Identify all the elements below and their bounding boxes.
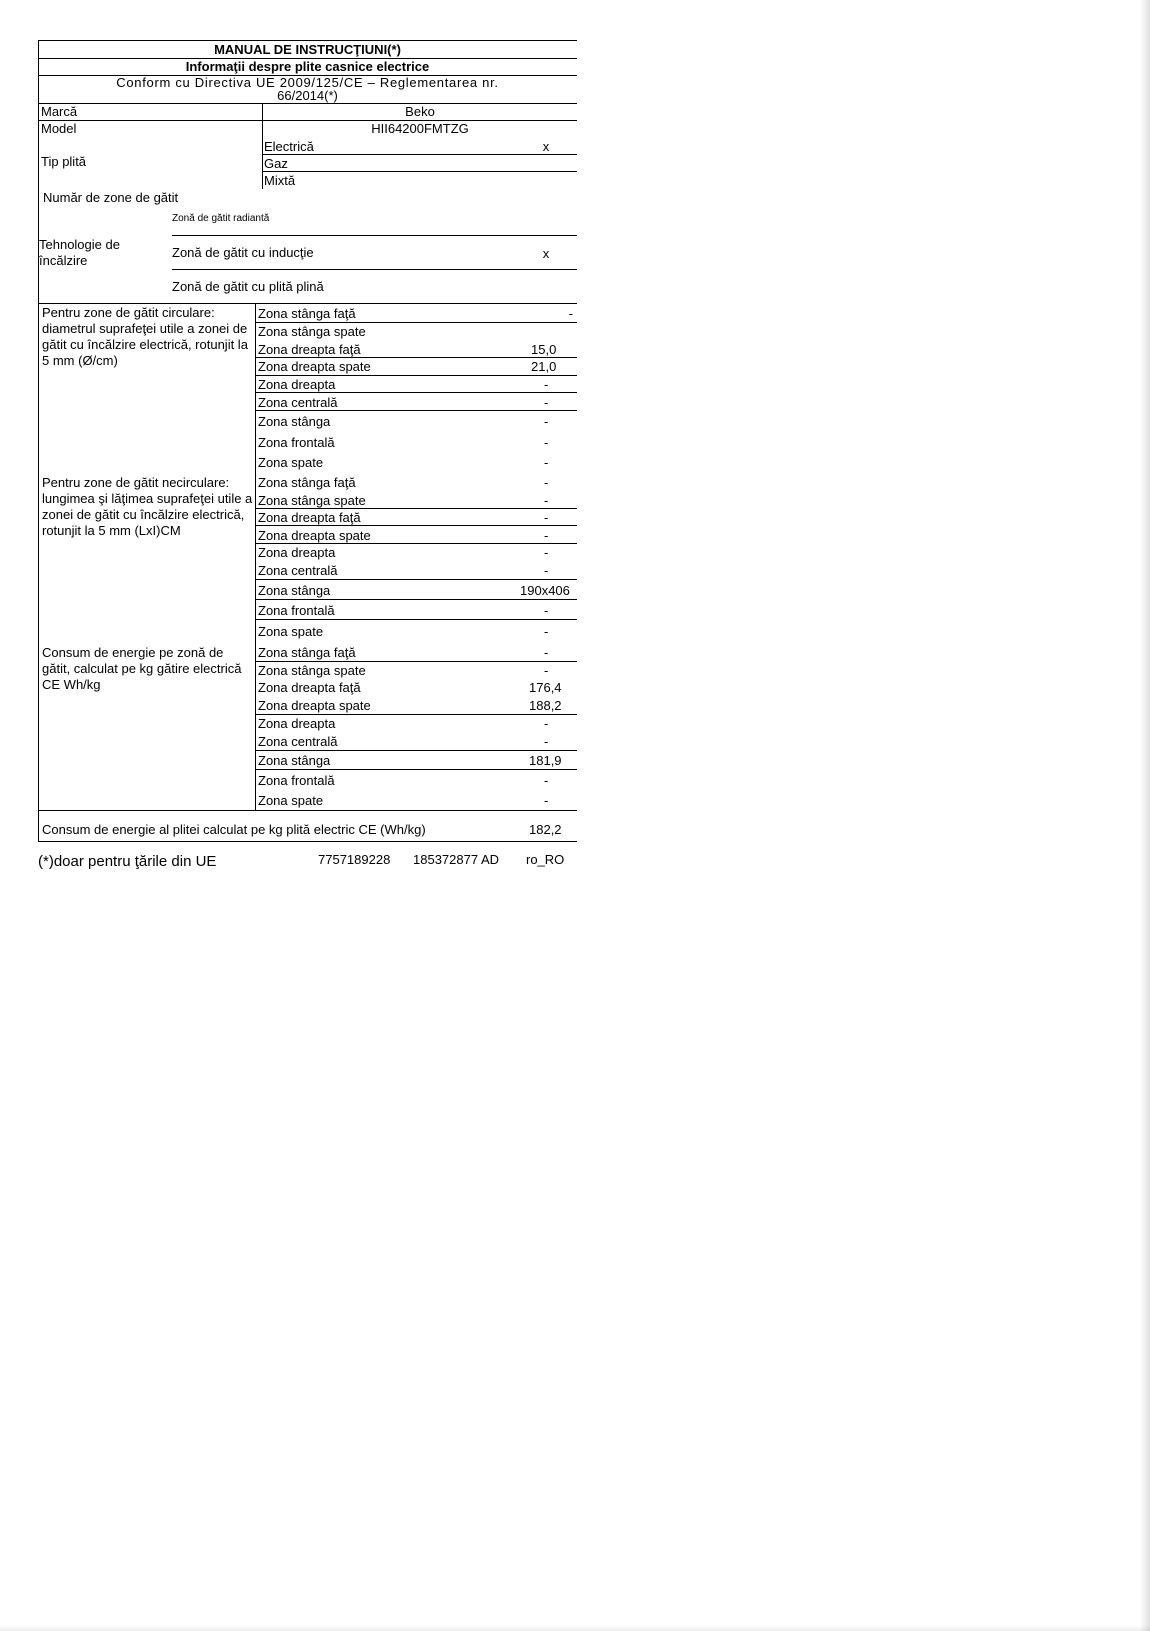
zone-name: Zona centrală (258, 734, 338, 749)
zone-value: - (544, 455, 549, 470)
zone-name: Zona dreapta (258, 716, 336, 731)
zone-value: 181,9 (529, 753, 562, 768)
zone-name: Zona stânga (258, 753, 331, 768)
column-divider (262, 103, 263, 189)
zone-value: 15,0 (531, 342, 557, 357)
divider (255, 579, 577, 580)
directive-line-2: 66/2014(*) (277, 88, 338, 103)
zone-value: - (544, 414, 549, 429)
zone-value: - (544, 645, 549, 660)
divider (172, 269, 577, 270)
footer-locale: ro_RO (526, 852, 565, 867)
model-value: HII64200FMTZG (371, 121, 469, 136)
divider (255, 714, 577, 715)
total-energy-label: Consum de energie al plitei calculat pe kg plită electric CE (Wh/kg) (42, 822, 426, 837)
table-border-bottom (38, 841, 577, 842)
zone-name: Zona stânga spate (258, 493, 366, 508)
divider (255, 543, 577, 544)
model-label: Model (41, 121, 77, 136)
footer-code-1: 7757189228 (318, 852, 391, 867)
footer-note: (*)doar pentru ţările din UE (38, 853, 217, 870)
zone-name: Zona frontală (258, 773, 335, 788)
heating-tech-option: Zonă de gătit cu inducţie (172, 245, 314, 260)
zone-value: - (544, 663, 549, 678)
divider (255, 661, 577, 662)
zone-value: - (544, 773, 549, 788)
zone-value: - (544, 734, 549, 749)
zone-name: Zona stânga faţă (258, 306, 356, 321)
zone-value: - (568, 306, 573, 321)
divider (38, 303, 577, 304)
zone-value: - (544, 716, 549, 731)
zone-name: Zona stânga (258, 414, 331, 429)
zone-name: Zona frontală (258, 435, 335, 450)
total-energy-value: 182,2 (529, 822, 562, 837)
divider (255, 322, 577, 323)
zone-name: Zona stânga (258, 583, 331, 598)
zone-name: Zona spate (258, 455, 324, 470)
page-edge-shadow (1140, 0, 1150, 1631)
divider (262, 154, 577, 155)
zone-value: 21,0 (531, 359, 557, 374)
zone-name: Zona dreapta faţă (258, 680, 361, 695)
hob-type-label: Tip plită (41, 154, 87, 169)
divider (255, 750, 577, 751)
divider (255, 769, 577, 770)
zone-name: Zona dreapta (258, 545, 336, 560)
zone-value: - (544, 603, 549, 618)
page-edge-shadow (0, 1625, 1150, 1631)
zone-value: - (544, 545, 549, 560)
divider (255, 392, 577, 393)
brand-label: Marcă (41, 104, 78, 119)
zone-value: 190x406 (520, 583, 570, 598)
zone-name: Zona spate (258, 624, 324, 639)
zone-value: - (544, 528, 549, 543)
zone-value: - (544, 510, 549, 525)
zone-name: Zona dreapta spate (258, 528, 371, 543)
zone-value: 188,2 (529, 698, 562, 713)
zone-value: - (544, 493, 549, 508)
directive-line-1: Conform cu Directiva UE 2009/125/CE – Reglementarea nr. (116, 75, 499, 90)
divider (255, 410, 577, 411)
divider (255, 599, 577, 600)
divider (262, 171, 577, 172)
zone-value: - (544, 435, 549, 450)
zone-value: 176,4 (529, 680, 562, 695)
hob-type-option: Gaz (264, 156, 288, 171)
divider (38, 810, 577, 811)
zone-name: Zona dreapta (258, 377, 336, 392)
zone-name: Zona dreapta faţă (258, 342, 361, 357)
divider (255, 619, 577, 620)
zone-name: Zona stânga spate (258, 663, 366, 678)
page-subtitle: Informaţii despre plite casnice electrice (185, 59, 430, 74)
zone-name: Zona centrală (258, 563, 338, 578)
zone-name: Zona dreapta faţă (258, 510, 361, 525)
section-label-circular: Pentru zone de gătit circulare: diametrul suprafeţei utile a zonei de gătit cu încălzire electrică, rotunjit la 5 mm (Ø/cm) (42, 305, 248, 368)
zone-name: Zona dreapta spate (258, 698, 371, 713)
zone-value: - (544, 395, 549, 410)
divider (255, 525, 577, 526)
zone-name: Zona centrală (258, 395, 338, 410)
divider (172, 235, 577, 236)
section-label-energy: Consum de energie pe zonă de gătit, calculat pe kg gătire electrică CE Wh/kg (42, 645, 242, 692)
zone-value: - (544, 563, 549, 578)
zone-name: Zona dreapta spate (258, 359, 371, 374)
zone-name: Zona spate (258, 793, 324, 808)
zones-count-label: Număr de zone de gătit (43, 190, 179, 205)
heating-tech-option: Zonă de gătit cu plită plină (172, 279, 324, 294)
zone-name: Zona frontală (258, 603, 335, 618)
divider (255, 508, 577, 509)
section-label-noncircular: Pentru zone de gătit necirculare: lungimea şi lăţimea suprafeţei utile a zonei de gătit cu încălzire electrică, rotunjit la 5 mm (LxI)CM (42, 475, 253, 538)
brand-value: Beko (405, 104, 435, 119)
heating-tech-option: Zonă de gătit radiantă (172, 213, 270, 224)
heating-tech-mark: x (542, 246, 550, 261)
zone-value: - (544, 624, 549, 639)
zone-value: - (544, 475, 549, 490)
hob-type-mark: x (542, 139, 550, 154)
hob-type-option: Electrică (264, 139, 314, 154)
zone-name: Zona stânga spate (258, 324, 366, 339)
zone-name: Zona stânga faţă (258, 645, 356, 660)
table-border-top (38, 40, 577, 41)
hob-type-option: Mixtă (264, 173, 296, 188)
divider (255, 375, 577, 376)
page-title: MANUAL DE INSTRUCŢIUNI(*) (214, 42, 401, 57)
table-border-left (38, 40, 39, 841)
heating-tech-label: Tehnologie de încălzire (39, 237, 120, 268)
zone-name: Zona stânga faţă (258, 475, 356, 490)
column-divider (255, 303, 256, 810)
zone-value: - (544, 793, 549, 808)
zone-value: - (544, 377, 549, 392)
divider (255, 357, 577, 358)
footer-code-2: 185372877 AD (413, 852, 500, 867)
